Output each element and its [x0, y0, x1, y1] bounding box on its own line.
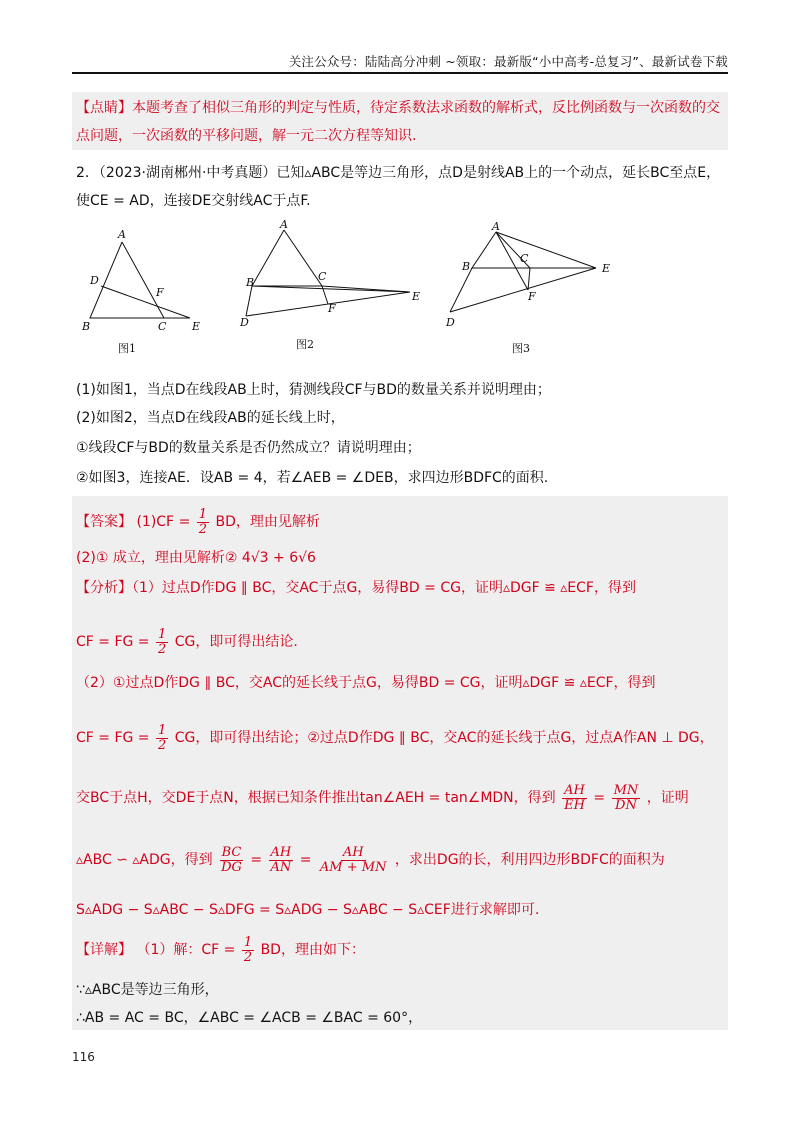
fraction-denominator: AM + MN: [319, 859, 387, 875]
analysis-p1: （1）过点D作DG ∥ BC，交AC于点G，易得BD = CG，证明▵DGF ≌ ▵ECF，得到: [132, 580, 636, 596]
answer-1-prefix: (1)CF =: [136, 514, 191, 531]
fig3-line-ae: [496, 232, 596, 268]
fig3-line-cf: [528, 268, 530, 290]
fraction-numerator: 1: [198, 507, 208, 522]
fig3-label-c: C: [520, 252, 529, 265]
fig1-label-e: E: [192, 320, 201, 333]
analysis-line-1: [76, 578, 636, 598]
fig2-label-d: D: [240, 316, 249, 329]
fig3-label-a: A: [492, 220, 500, 233]
fig3-line-de: [450, 268, 596, 312]
detail-line-1: [76, 936, 365, 964]
page-header: 关注公众号：陆陆高分冲刺 ~领取：最新版“小中高考-总复习”、最新试卷下载: [288, 54, 728, 69]
fig3-label-f: F: [528, 290, 536, 303]
fig1-line-de: [101, 286, 190, 318]
fig1-label-c: C: [158, 320, 167, 333]
analysis-p3-suffix: ，证明: [646, 790, 689, 807]
fraction-numerator: 1: [158, 627, 167, 642]
analysis-line-5: [76, 784, 689, 812]
fig2-triangle: [252, 230, 322, 286]
fig1-label-a: A: [118, 228, 126, 241]
question-1: (1)如图1，当点D在线段AB上时，猜测线段CF与BD的数量关系并说明理由；: [76, 382, 551, 398]
fig2-label-a: A: [280, 220, 288, 231]
fig3-label-e: E: [602, 262, 611, 275]
equals-sign: =: [299, 852, 312, 869]
page-number: 116: [72, 1050, 95, 1064]
fraction-denominator: DN: [615, 797, 637, 813]
fig1-label-d: D: [90, 274, 99, 287]
fig2-label-f: F: [328, 302, 336, 315]
fraction-denominator: 2: [158, 641, 167, 657]
analysis-p3-fraction-1: [562, 784, 587, 812]
comment-text-1: 本题考查了相似三角形的判定与性质，待定系数法求函数的解析式，反比例函数与一次函数的交: [132, 100, 720, 116]
answer-line-1: [76, 508, 320, 536]
fraction-denominator: EH: [564, 797, 585, 813]
fig3-line-bd: [450, 268, 472, 312]
fraction-numerator: 1: [158, 723, 167, 738]
analysis-p3-equals: =: [593, 790, 606, 807]
fig1-triangle: [90, 242, 164, 318]
fraction-numerator: BC: [221, 845, 242, 860]
analysis-p2b-fraction: [156, 724, 168, 752]
question-2b: ②如图3，连接AE．设AB = 4，若∠AEB = ∠DEB，求四边形BDFC的面积.: [76, 470, 549, 486]
fig3-caption: 图3: [512, 342, 530, 355]
fig1-caption: 图1: [118, 342, 136, 355]
analysis-p3-prefix: 交BC于点H，交DE于点N，根据已知条件推出tan∠AEH = tan∠MDN，得到: [76, 790, 556, 807]
analysis-p4-fraction-1: [219, 846, 244, 874]
detail-1-prefix: （1）解：CF =: [136, 942, 236, 959]
fraction-denominator: DG: [221, 859, 242, 875]
question-2: (2)如图2，当点D在线段AB的延长线上时，: [76, 410, 345, 426]
fraction-numerator: 1: [243, 935, 253, 950]
analysis-line-6: [76, 846, 665, 874]
detail-tag: 【详解】: [76, 942, 132, 959]
fig2-line-ba: [246, 286, 252, 316]
analysis-p2b-prefix: CF = FG =: [76, 730, 150, 747]
fig3-label-b: B: [462, 260, 471, 273]
analysis-tag: 【分析】: [76, 580, 132, 596]
analysis-line-4: [76, 724, 714, 752]
analysis-p1b-prefix: CF = FG =: [76, 634, 150, 651]
comment-line-1: [76, 98, 720, 118]
fraction-numerator: AH: [342, 845, 364, 860]
analysis-p4-fraction-2: [269, 846, 294, 874]
analysis-line-7: S▵ADG − S▵ABC − S▵DFG = S▵ADG − S▵ABC − S▵CEF进行求解即可.: [76, 902, 540, 918]
analysis-p4-fraction-3: [318, 846, 389, 874]
analysis-p4-suffix: ，求出DG的长，利用四边形BDFC的面积为: [394, 852, 665, 869]
problem-line-1: 2．（2023·湖南郴州·中考真题）已知▵ABC是等边三角形，点D是射线AB上的一个动点，延长BC至点E，: [76, 165, 721, 181]
fig3-label-d: D: [446, 316, 455, 329]
fig2-label-b: B: [246, 276, 255, 289]
fraction-denominator: AN: [270, 859, 292, 875]
geometry-figures: [76, 220, 676, 360]
fraction-denominator: 2: [198, 521, 208, 537]
fig2-label-c: C: [318, 270, 327, 283]
answer-1-suffix: BD，理由见解析: [215, 514, 320, 531]
detail-line-2: ∵▵ABC是等边三角形，: [76, 982, 219, 998]
comment-tag: 【点睛】: [76, 100, 132, 116]
comment-line-2: 点问题，一次函数的平移问题，解一元二次方程等知识.: [76, 128, 417, 144]
fraction-numerator: MN: [613, 783, 639, 798]
equals-sign: =: [250, 852, 263, 869]
detail-1-suffix: BD，理由如下：: [260, 942, 365, 959]
answer-tag: 【答案】: [76, 514, 132, 531]
fig2-caption: 图2: [296, 338, 314, 351]
fig1-label-f: F: [156, 286, 164, 299]
analysis-p1b-fraction: [156, 628, 168, 656]
analysis-p3-fraction-2: [612, 784, 641, 812]
analysis-p1b-suffix: CG，即可得出结论.: [174, 634, 298, 651]
fraction-numerator: AH: [564, 783, 585, 798]
analysis-line-2: [76, 628, 298, 656]
fig2-label-e: E: [412, 290, 421, 303]
fraction-denominator: 2: [158, 737, 167, 753]
problem-line-2: 使CE = AD，连接DE交射线AC于点F.: [76, 193, 311, 209]
header-rule: [72, 72, 728, 74]
answer-line-2: (2)① 成立，理由见解析② 4√3 + 6√6: [76, 550, 316, 566]
analysis-line-3: （2）①过点D作DG ∥ BC，交AC的延长线于点G，易得BD = CG，证明▵DGF ≌ ▵ECF，得到: [76, 675, 656, 691]
fraction-numerator: AH: [270, 845, 292, 860]
detail-line-3: ∴AB = AC = BC，∠ABC = ∠ACB = ∠BAC = 60°，: [76, 1010, 423, 1026]
answer-1-fraction: [197, 508, 209, 536]
analysis-p2b-suffix: CG，即可得出结论；②过点D作DG ∥ BC，交AC的延长线于点G，过点A作AN ⊥ DG，: [174, 730, 714, 747]
analysis-p4-prefix: ▵ABC ∽ ▵ADG，得到: [76, 852, 213, 869]
fraction-denominator: 2: [243, 949, 253, 965]
detail-1-fraction: [242, 936, 254, 964]
fig1-label-b: B: [82, 320, 91, 333]
question-2a: ①线段CF与BD的数量关系是否仍然成立？请说明理由；: [76, 440, 421, 456]
